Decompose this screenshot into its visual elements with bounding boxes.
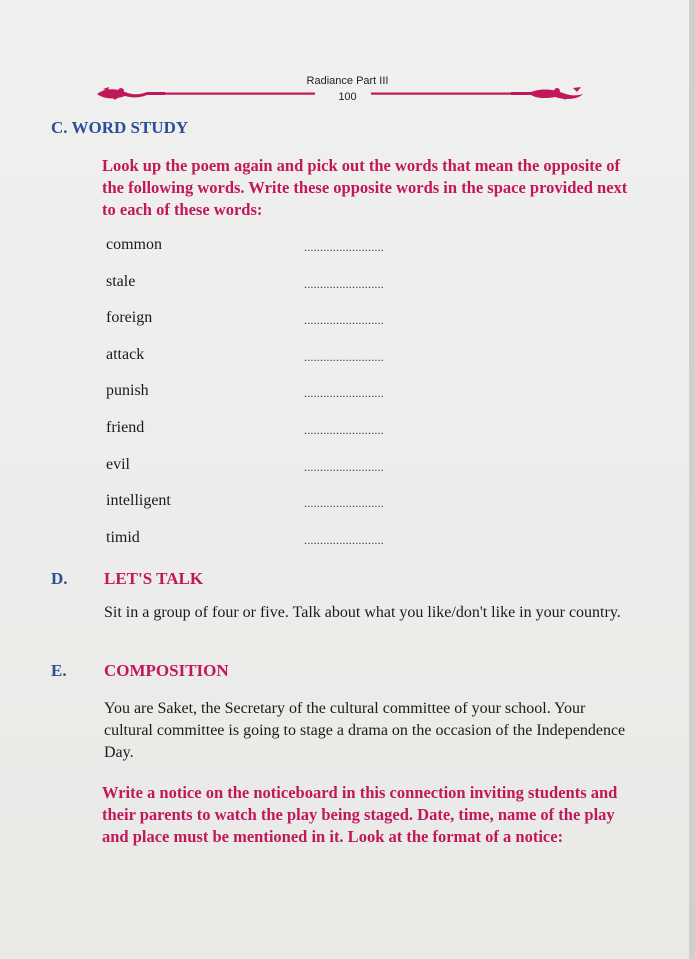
book-title: Radiance Part III <box>306 75 389 87</box>
lets-talk-text: Sit in a group of four or five. Talk about what you like/don't like in your country. <box>104 604 621 621</box>
word-label: timid <box>106 528 140 546</box>
word-label: intelligent <box>106 492 171 510</box>
word-row <box>106 454 466 491</box>
word-label: stale <box>106 272 136 290</box>
answer-blank: ......................... <box>304 532 384 547</box>
page-number: 100 <box>338 91 357 103</box>
word-study-heading: C. WORD STUDY <box>51 118 189 137</box>
word-label: friend <box>106 418 145 436</box>
word-label: foreign <box>106 309 153 327</box>
word-row <box>106 271 466 308</box>
answer-blank: ......................... <box>304 349 384 364</box>
word-row <box>106 490 466 527</box>
composition-heading: COMPOSITION <box>104 661 229 680</box>
word-label: punish <box>106 382 149 400</box>
composition-letter: E. <box>51 661 67 680</box>
page-edge <box>689 0 695 959</box>
lets-talk-letter: D. <box>51 569 68 588</box>
word-study-instruction: Look up the poem again and pick out the words that mean the opposite of the following words. Write these opposite words in the space provided next to each of these words: <box>102 156 628 219</box>
word-label: evil <box>106 455 130 473</box>
answer-blank: ......................... <box>304 276 384 291</box>
answer-blank: ......................... <box>304 422 384 437</box>
answer-blank: ......................... <box>304 313 384 328</box>
answer-blank: ......................... <box>304 240 384 254</box>
composition-task: Write a notice on the noticeboard in this connection inviting students and their parents to watch the play being staged. Date, time, name of the play and place must be mentioned in it. Look at the format of a notice: <box>102 783 618 846</box>
word-label: attack <box>106 345 145 363</box>
word-row <box>106 527 466 564</box>
word-row <box>106 417 466 454</box>
word-list <box>106 234 466 563</box>
answer-blank: ......................... <box>304 459 384 474</box>
word-row <box>106 307 466 344</box>
word-row <box>106 380 466 417</box>
word-label: common <box>106 236 162 253</box>
lets-talk-heading: LET'S TALK <box>104 569 204 588</box>
answer-blank: ......................... <box>304 496 384 511</box>
answer-blank: ......................... <box>304 386 384 401</box>
word-row <box>106 344 466 381</box>
composition-context: You are Saket, the Secretary of the cultural committee of your school. Your cultural committee is going to stage a drama on the occasion of the Independence Day. <box>104 700 626 761</box>
word-row <box>106 234 466 271</box>
